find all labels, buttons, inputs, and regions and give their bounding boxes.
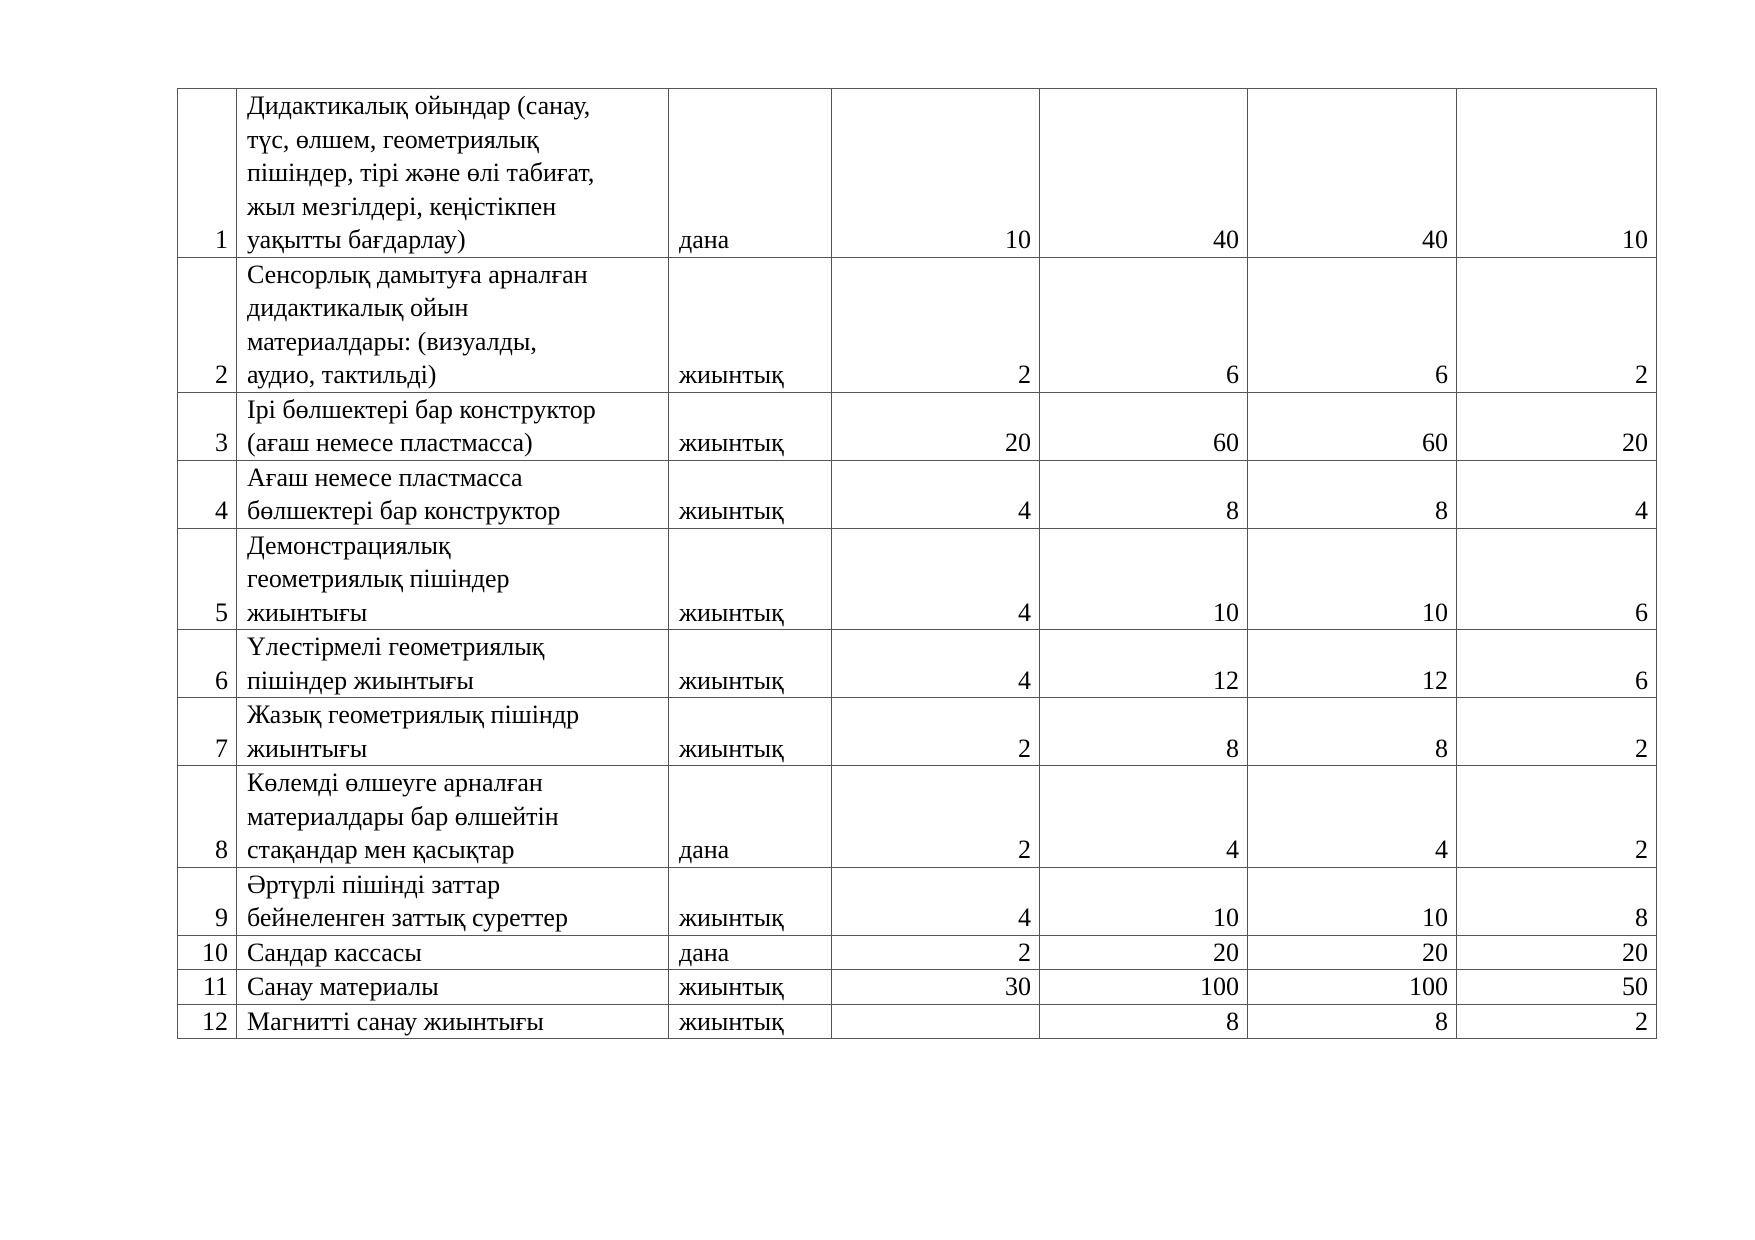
- unit-of-measure: жиынтық: [669, 867, 832, 935]
- item-name-line: аудио, тактильді): [247, 360, 437, 389]
- quantity-col-4: 2: [1457, 257, 1657, 392]
- quantity-col-2: 20: [1040, 935, 1248, 970]
- item-name: [237, 867, 669, 935]
- item-name-line: Сенсорлық дамытуға арналған: [247, 259, 588, 289]
- item-name-line: жиынтығы: [247, 733, 368, 763]
- unit-of-measure: жиынтық: [669, 392, 832, 460]
- unit-of-measure: жиынтық: [669, 528, 832, 630]
- item-name-line: Жазық геометриялық пішіндр: [247, 700, 580, 729]
- quantity-col-3: 8: [1248, 460, 1457, 528]
- quantity-col-4: 20: [1457, 935, 1657, 970]
- quantity-col-3: 4: [1248, 766, 1457, 868]
- row-number: 2: [178, 257, 237, 392]
- quantity-col-1: 30: [832, 970, 1040, 1005]
- quantity-col-3: 8: [1248, 1004, 1457, 1039]
- item-name-line: Сандар кассасы: [247, 937, 422, 967]
- quantity-col-2: 10: [1040, 867, 1248, 935]
- quantity-col-3: 10: [1248, 528, 1457, 630]
- quantity-col-4: 8: [1457, 867, 1657, 935]
- item-name-line: Дидактикалық ойындар (санау,: [247, 91, 591, 120]
- quantity-col-3: 20: [1248, 935, 1457, 970]
- quantity-col-1: 10: [832, 89, 1040, 258]
- item-name: [237, 766, 669, 868]
- quantity-col-1: 20: [832, 392, 1040, 460]
- unit-of-measure: дана: [669, 89, 832, 258]
- unit-of-measure: жиынтық: [669, 257, 832, 392]
- unit-of-measure: жиынтық: [669, 630, 832, 698]
- table-row: [178, 528, 1657, 630]
- row-number: 8: [178, 766, 237, 868]
- item-name: [237, 257, 669, 392]
- unit-of-measure: жиынтық: [669, 460, 832, 528]
- quantity-col-1: 4: [832, 528, 1040, 630]
- item-name-line: Үлестірмелі геометриялық: [247, 632, 545, 661]
- quantity-col-1: 2: [832, 766, 1040, 868]
- quantity-col-2: 100: [1040, 970, 1248, 1005]
- quantity-col-2: 60: [1040, 392, 1248, 460]
- item-name-line: Көлемді өлшеуге арналған: [247, 768, 543, 797]
- table-row: [178, 867, 1657, 935]
- row-number: 6: [178, 630, 237, 698]
- row-number: 3: [178, 392, 237, 460]
- item-name-line: уақытты бағдарлау): [247, 225, 466, 254]
- row-number: 12: [178, 1004, 237, 1039]
- item-name-line: дидактикалық ойын: [247, 293, 469, 322]
- quantity-col-1: 2: [832, 698, 1040, 766]
- item-name: [237, 935, 669, 970]
- equipment-table: [177, 88, 1657, 1039]
- table-row: [178, 392, 1657, 460]
- table-row: [178, 89, 1657, 258]
- item-name-line: Ағаш немесе пластмасса: [247, 462, 523, 492]
- table-row: [178, 970, 1657, 1005]
- item-name-line: жыл мезгілдері, кеңістікпен: [247, 191, 557, 221]
- item-name-line: геометриялық пішіндер: [247, 564, 510, 593]
- quantity-col-1: 4: [832, 460, 1040, 528]
- quantity-col-1: 4: [832, 630, 1040, 698]
- quantity-col-1: 4: [832, 867, 1040, 935]
- quantity-col-4: 2: [1457, 698, 1657, 766]
- item-name-line: (ағаш немесе пластмасса): [247, 428, 533, 457]
- quantity-col-1: 2: [832, 935, 1040, 970]
- quantity-col-2: 40: [1040, 89, 1248, 258]
- table-row: [178, 1004, 1657, 1039]
- quantity-col-2: 6: [1040, 257, 1248, 392]
- item-name: [237, 460, 669, 528]
- item-name-line: материалдары бар өлшейтін: [247, 801, 559, 831]
- unit-of-measure: дана: [669, 766, 832, 868]
- table-body: [178, 89, 1657, 1039]
- item-name-line: пішіндер жиынтығы: [247, 665, 474, 695]
- row-number: 11: [178, 970, 237, 1005]
- row-number: 5: [178, 528, 237, 630]
- item-name: [237, 1004, 669, 1039]
- row-number: 7: [178, 698, 237, 766]
- item-name-line: жиынтығы: [247, 597, 368, 627]
- quantity-col-4: 2: [1457, 1004, 1657, 1039]
- quantity-col-1: [832, 1004, 1040, 1039]
- quantity-col-4: 10: [1457, 89, 1657, 258]
- unit-of-measure: жиынтық: [669, 970, 832, 1005]
- quantity-col-4: 20: [1457, 392, 1657, 460]
- item-name: [237, 970, 669, 1005]
- item-name-line: бейнеленген заттық суреттер: [247, 903, 568, 932]
- item-name-line: материалдары: (визуалды,: [247, 326, 537, 356]
- quantity-col-3: 12: [1248, 630, 1457, 698]
- unit-of-measure: дана: [669, 935, 832, 970]
- table-row: [178, 460, 1657, 528]
- item-name-line: стақандар мен қасықтар: [247, 835, 515, 864]
- table-row: [178, 257, 1657, 392]
- quantity-col-1: 2: [832, 257, 1040, 392]
- item-name: [237, 528, 669, 630]
- quantity-col-3: 60: [1248, 392, 1457, 460]
- unit-of-measure: жиынтық: [669, 698, 832, 766]
- quantity-col-4: 2: [1457, 766, 1657, 868]
- item-name-line: пішіндер, тірі және өлі табиғат,: [247, 158, 595, 187]
- item-name-line: Әртүрлі пішінді заттар: [247, 869, 501, 899]
- item-name: [237, 392, 669, 460]
- item-name-line: түс, өлшем, геометриялық: [247, 124, 539, 154]
- unit-of-measure: жиынтық: [669, 1004, 832, 1039]
- row-number: 1: [178, 89, 237, 258]
- quantity-col-2: 8: [1040, 1004, 1248, 1039]
- quantity-col-3: 40: [1248, 89, 1457, 258]
- quantity-col-3: 8: [1248, 698, 1457, 766]
- table-row: [178, 630, 1657, 698]
- quantity-col-2: 10: [1040, 528, 1248, 630]
- item-name-line: Санау материалы: [247, 972, 439, 1001]
- table-row: [178, 935, 1657, 970]
- table-row: [178, 766, 1657, 868]
- quantity-col-4: 6: [1457, 528, 1657, 630]
- item-name-line: Демонстрациялық: [247, 530, 451, 560]
- quantity-col-3: 6: [1248, 257, 1457, 392]
- item-name-line: Ірі бөлшектері бар конструктор: [247, 394, 596, 424]
- row-number: 4: [178, 460, 237, 528]
- row-number: 9: [178, 867, 237, 935]
- row-number: 10: [178, 935, 237, 970]
- item-name: [237, 698, 669, 766]
- item-name: [237, 89, 669, 258]
- item-name-line: бөлшектері бар конструктор: [247, 496, 561, 525]
- quantity-col-3: 100: [1248, 970, 1457, 1005]
- quantity-col-4: 4: [1457, 460, 1657, 528]
- quantity-col-3: 10: [1248, 867, 1457, 935]
- item-name: [237, 630, 669, 698]
- table-row: [178, 698, 1657, 766]
- quantity-col-2: 4: [1040, 766, 1248, 868]
- quantity-col-2: 8: [1040, 698, 1248, 766]
- item-name-line: Магнитті санау жиынтығы: [247, 1006, 544, 1036]
- quantity-col-4: 6: [1457, 630, 1657, 698]
- quantity-col-2: 8: [1040, 460, 1248, 528]
- quantity-col-2: 12: [1040, 630, 1248, 698]
- quantity-col-4: 50: [1457, 970, 1657, 1005]
